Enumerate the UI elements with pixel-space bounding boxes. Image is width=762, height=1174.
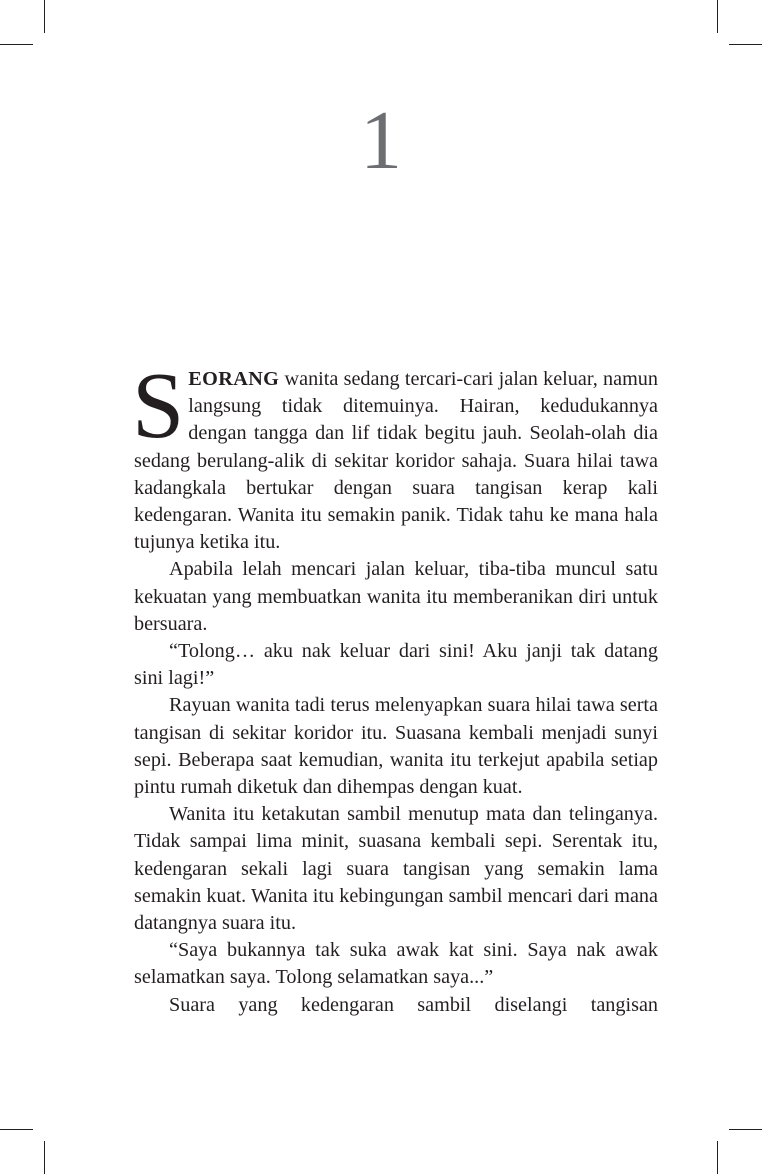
opening-text: wanita sedang tercari-cari jalan keluar, namun langsung tidak ditemuinya. Hairan, kedudukannya dengan tangga dan lif tidak begitu jauh. Seolah-olah dia sedang berulang-alik di sekitar koridor sahaja. Suara hilai tawa kadangkala bertukar dengan suara tangisan kerap kali kedengaran. Wanita itu semakin panik. Tidak tahu ke mana hala tujunya ketika itu. [134,368,658,554]
crop-mark-top-right-vertical [717,0,718,33]
chapter-body [132,354,658,1019]
crop-mark-bottom-left-vertical [44,1141,45,1174]
crop-mark-bottom-right-vertical [717,1141,718,1174]
crop-mark-top-right-horizontal [729,44,762,45]
crop-mark-top-left-vertical [44,0,45,33]
chapter-number: 1 [360,94,402,187]
drop-cap: S [132,354,185,458]
crop-mark-bottom-right-horizontal [729,1129,762,1130]
crop-mark-bottom-left-horizontal [0,1129,33,1130]
paragraph: Wanita itu ketakutan sambil menutup mata dan telinganya. Tidak sampai lima minit, suasana kembali sepi. Serentak itu, kedengaran sekali lagi suara tangisan yang semakin lama semakin kuat. Wanita itu kebingungan sambil mencari dari mana datangnya suara itu. [134,803,658,935]
crop-mark-top-left-horizontal [0,44,33,45]
paragraph: Apabila lelah mencari jalan keluar, tiba-tiba muncul satu kekuatan yang membuatkan wanita itu memberanikan diri untuk bersuara. [134,558,658,635]
lead-word: EORANG [188,368,280,390]
paragraph: “Tolong… aku nak keluar dari sini! Aku janji tak datang sini lagi!” [134,640,658,690]
paragraph: Rayuan wanita tadi terus melenyapkan suara hilai tawa serta tangisan di sekitar koridor itu. Suasana kembali menjadi sunyi sepi. Beberapa saat kemudian, wanita itu terkejut apabila setiap pintu rumah diketuk dan dihempas dengan kuat. [134,694,658,799]
paragraph: Suara yang kedengaran sambil diselangi tangisan [169,993,658,1016]
paragraph: “Saya bukannya tak suka awak kat sini. Saya nak awak selamatkan saya. Tolong selamatkan saya...” [134,939,658,989]
opening-paragraph [132,354,658,556]
